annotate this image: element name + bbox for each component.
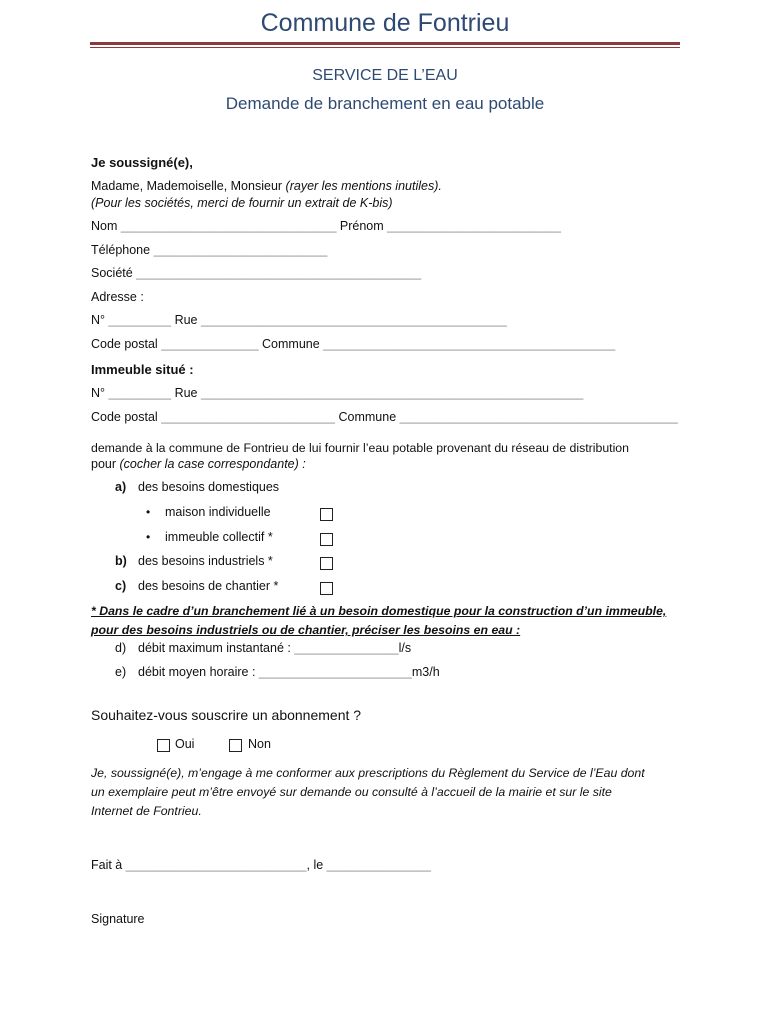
signature-label: Signature [91,912,145,926]
checkbox-industriels[interactable] [320,557,333,570]
civility-note: (rayer les mentions inutiles). [285,179,442,193]
option-a1-label: maison individuelle [165,505,271,519]
num-label: N° [91,313,106,327]
address-row [91,313,507,327]
nom-field[interactable]: _______________________________ [120,219,337,233]
title-rule-thin [90,47,680,48]
rue-field[interactable]: ____________________________________________ [201,313,507,327]
debit-moyen-unit: m3/h [411,665,440,679]
debit-max-row [138,641,411,655]
title-rule-thick [90,42,680,45]
debit-moyen-label: débit moyen horaire : [138,665,256,679]
postal-row [91,337,615,351]
commune-label: Commune [262,337,320,351]
checkbox-oui[interactable] [157,739,170,752]
adresse-label: Adresse : [91,290,144,304]
request-text-2 [91,457,306,471]
building-rue-label: Rue [174,386,198,400]
societe-field[interactable]: _________________________________________ [136,266,422,280]
engagement-line-1: Je, soussigné(e), m’engage à me conformer aux prescriptions du Règlement du Service de l’Eau dont [91,766,645,780]
telephone-field[interactable]: _________________________ [153,243,328,257]
applicant-heading: Je soussigné(e), [91,155,193,170]
building-address-row [91,386,583,400]
request-text: demande à la commune de Fontrieu de lui fournir l’eau potable provenant du réseau de distribution [91,441,629,455]
request-note: (cocher la case correspondante) : [119,457,306,471]
note-line-1: * Dans le cadre d’un branchement lié à un besoin domestique pour la construction d’un immeuble, [91,604,667,618]
debit-moyen-row [138,665,440,679]
civility-text: Madame, Mademoiselle, Monsieur [91,179,283,193]
le-label: , le [306,858,324,872]
prenom-field[interactable]: _________________________ [387,219,561,233]
societe-label: Société [91,266,133,280]
rue-label: Rue [174,313,198,327]
commune-field[interactable]: __________________________________________ [323,337,616,351]
engagement-line-2: un exemplaire peut m’être envoyé sur demande ou consulté à l’accueil de la mairie et sur le site [91,785,612,799]
engagement-line-3: Internet de Fontrieu. [91,804,202,818]
building-num-label: N° [91,386,106,400]
bullet-icon: • [146,505,151,519]
civility-line [91,179,442,193]
option-b-letter: b) [115,554,127,568]
nom-label: Nom [91,219,118,233]
checkbox-chantier[interactable] [320,582,333,595]
option-e-letter: e) [115,665,127,679]
bullet-icon: • [146,530,151,544]
building-cp-field[interactable]: _________________________ [161,410,336,424]
building-commune-field[interactable]: ________________________________________ [399,410,678,424]
note-line-2: pour des besoins industriels ou de chantier, préciser les besoins en eau : [91,623,521,637]
option-d-letter: d) [115,641,127,655]
non-label: Non [248,737,271,751]
option-c-label: des besoins de chantier * [138,579,279,593]
telephone-label: Téléphone [91,243,151,257]
debit-max-unit: l/s [398,641,412,655]
page-title: Commune de Fontrieu [260,9,510,37]
oui-label: Oui [175,737,195,751]
num-field[interactable]: _________ [108,313,172,327]
building-rue-field[interactable]: _______________________________________________________ [201,386,584,400]
prenom-label: Prénom [339,219,384,233]
debit-max-field[interactable]: _______________ [294,641,399,655]
option-a2-label: immeuble collectif * [165,530,273,544]
date-field[interactable]: _______________ [326,858,431,872]
checkbox-maison[interactable] [320,508,333,521]
option-a-letter: a) [115,480,127,494]
building-cp-label: Code postal [91,410,158,424]
option-b-label: des besoins industriels * [138,554,273,568]
fait-row [91,858,431,872]
checkbox-non[interactable] [229,739,242,752]
debit-moyen-field[interactable]: ______________________ [258,665,412,679]
building-heading: Immeuble situé : [91,362,194,377]
building-commune-label: Commune [338,410,397,424]
service-heading: SERVICE DE L’EAU [312,67,458,84]
telephone-row [91,243,327,257]
company-note: (Pour les sociétés, merci de fournir un extrait de K-bis) [91,196,393,210]
checkbox-immeuble[interactable] [320,533,333,546]
cp-label: Code postal [91,337,158,351]
debit-max-label: débit maximum instantané : [138,641,291,655]
building-num-field[interactable]: _________ [108,386,172,400]
fait-label: Fait à [91,858,123,872]
option-c-letter: c) [115,579,127,593]
option-a-label: des besoins domestiques [138,480,280,494]
building-postal-row [91,410,678,424]
societe-row [91,266,421,280]
subscription-question: Souhaitez-vous souscrire un abonnement ? [91,707,362,723]
cp-field[interactable]: ______________ [161,337,259,351]
fait-field[interactable]: __________________________ [125,858,307,872]
nom-row [91,219,561,233]
request-pour: pour [91,457,117,471]
form-subtitle: Demande de branchement en eau potable [225,94,545,113]
